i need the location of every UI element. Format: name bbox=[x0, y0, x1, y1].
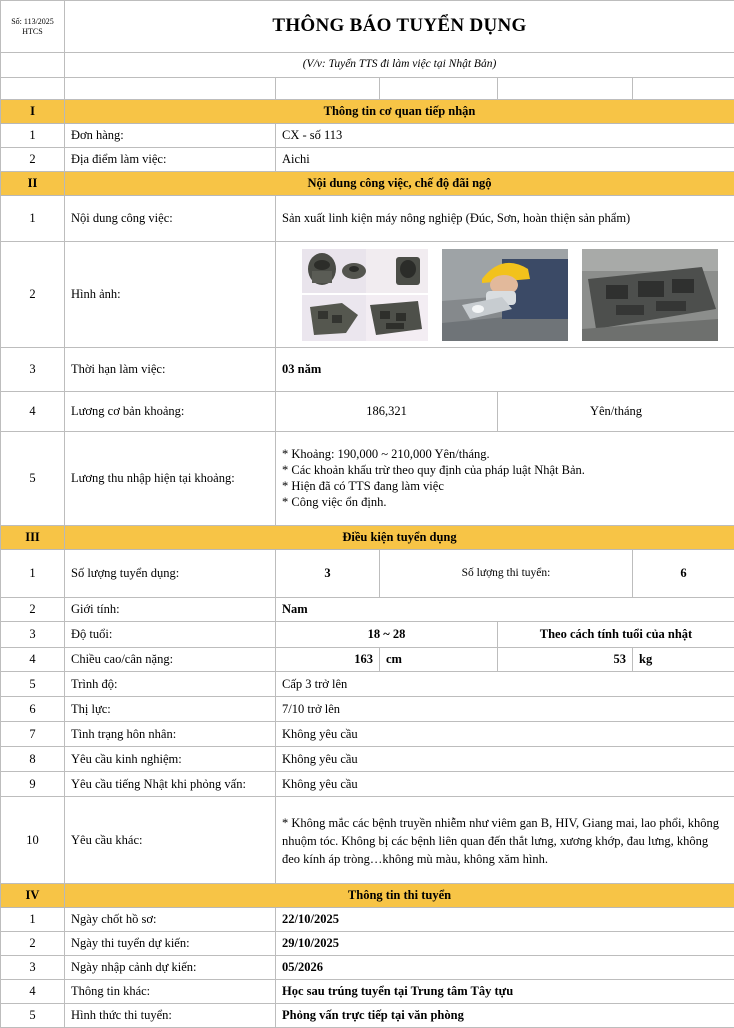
row-label: Trình độ: bbox=[65, 672, 276, 697]
row-label: Số lượng tuyển dụng: bbox=[65, 550, 276, 598]
row-value: 05/2026 bbox=[276, 956, 734, 980]
section-header-1 bbox=[1, 100, 734, 124]
row-value: Cấp 3 trở lên bbox=[276, 672, 734, 697]
salary-unit: Yên/tháng bbox=[498, 392, 734, 432]
height-unit: cm bbox=[380, 648, 498, 672]
cast-parts-photo bbox=[302, 249, 428, 341]
row-value: CX - số 113 bbox=[276, 124, 734, 148]
row-label: Độ tuổi: bbox=[65, 622, 276, 648]
row-label: Đơn hàng: bbox=[65, 124, 276, 148]
table-row: 5 Hình thức thi tuyển: Phỏng vấn trực tiếp tại văn phòng bbox=[1, 1004, 734, 1028]
table-row: 4 Thông tin khác: Học sau trúng tuyển tại Trung tâm Tây tựu bbox=[1, 980, 734, 1004]
income-note: * Công việc ổn định. bbox=[282, 495, 728, 510]
section-title: Nội dung công việc, chế độ đãi ngộ bbox=[65, 172, 734, 196]
table-row: 8 Yêu cầu kinh nghiệm: Không yêu cầu bbox=[1, 747, 734, 772]
row-label: Thời hạn làm việc: bbox=[65, 348, 276, 392]
income-note: * Hiện đã có TTS đang làm việc bbox=[282, 479, 728, 494]
section-title: Thông tin thi tuyển bbox=[65, 884, 734, 908]
row-label: Ngày thi tuyển dự kiến: bbox=[65, 932, 276, 956]
section-header-3 bbox=[1, 526, 734, 550]
section-header-4 bbox=[1, 884, 734, 908]
row-label: Ngày nhập cảnh dự kiến: bbox=[65, 956, 276, 980]
table-row: 2 Ngày thi tuyển dự kiến: 29/10/2025 bbox=[1, 932, 734, 956]
row-label: Chiều cao/cân nặng: bbox=[65, 648, 276, 672]
row-value: Học sau trúng tuyển tại Trung tâm Tây tựu bbox=[276, 980, 734, 1004]
images-row: 2 Hình ảnh: bbox=[1, 242, 734, 348]
table-row: 1 Nội dung công việc: Sản xuất linh kiện máy nông nghiệp (Đúc, Sơn, hoàn thiện sản phẩm) bbox=[1, 196, 734, 242]
table-row: 2 Giới tính: Nam bbox=[1, 598, 734, 622]
section-number: III bbox=[1, 526, 65, 550]
recruit-quantity: 3 bbox=[276, 550, 380, 598]
header-row bbox=[1, 1, 734, 53]
table-row: 1 Ngày chốt hồ sơ: 22/10/2025 bbox=[1, 908, 734, 932]
salary-value: 186,321 bbox=[276, 392, 498, 432]
row-label: Yêu cầu tiếng Nhật khi phỏng vấn: bbox=[65, 772, 276, 797]
blank-row bbox=[1, 78, 734, 100]
row-value: Không yêu cầu bbox=[276, 772, 734, 797]
row-label: Yêu cầu khác: bbox=[65, 797, 276, 884]
row-value: Không yêu cầu bbox=[276, 747, 734, 772]
exam-quantity-label: Số lượng thi tuyển: bbox=[380, 550, 633, 598]
images-cell bbox=[276, 242, 734, 348]
age-note: Theo cách tính tuổi của nhật bbox=[498, 622, 734, 648]
row-label: Ngày chốt hồ sơ: bbox=[65, 908, 276, 932]
section-header-2 bbox=[1, 172, 734, 196]
row-label: Nội dung công việc: bbox=[65, 196, 276, 242]
page-title: THÔNG BÁO TUYỂN DỤNG bbox=[65, 1, 734, 53]
doc-number: Số: 113/2025 bbox=[1, 17, 64, 27]
height-value: 163 bbox=[276, 648, 380, 672]
table-row: 10 Yêu cầu khác: * Không mắc các bệnh truyền nhiễm như viêm gan B, HIV, Giang mai, lao phổi, không nhuộm tóc. Không bị các bệnh liên quan đến thắt lưng, xương khớp, đau lưng, không đeo kính áp tròng…không mù màu, không xăm hình. bbox=[1, 797, 734, 884]
row-value: 22/10/2025 bbox=[276, 908, 734, 932]
row-value: Aichi bbox=[276, 148, 734, 172]
table-row: 1 Đơn hàng: CX - số 113 bbox=[1, 124, 734, 148]
subtitle-row bbox=[1, 53, 734, 78]
page-subtitle: (V/v: Tuyển TTS đi làm việc tại Nhật Bản) bbox=[65, 53, 734, 78]
row-label: Địa điểm làm việc: bbox=[65, 148, 276, 172]
row-value: Phỏng vấn trực tiếp tại văn phòng bbox=[276, 1004, 734, 1028]
row-label: Giới tính: bbox=[65, 598, 276, 622]
section-number: IV bbox=[1, 884, 65, 908]
row-value: Nam bbox=[276, 598, 734, 622]
table-row: 6 Thị lực: 7/10 trở lên bbox=[1, 697, 734, 722]
table-row: 3 Ngày nhập cảnh dự kiến: 05/2026 bbox=[1, 956, 734, 980]
section-title: Điều kiện tuyển dụng bbox=[65, 526, 734, 550]
section-title: Thông tin cơ quan tiếp nhận bbox=[65, 100, 734, 124]
table-row: 5 Trình độ: Cấp 3 trở lên bbox=[1, 672, 734, 697]
row-value: 7/10 trở lên bbox=[276, 697, 734, 722]
row-label: Hình ảnh: bbox=[65, 242, 276, 348]
income-notes bbox=[276, 432, 734, 526]
table-row: 5 Lương thu nhập hiện tại khoảng: * Khoảng: 190,000 ~ 210,000 Yên/tháng. * Các khoản khấu trừ theo quy định của pháp luật Nhật Bản. * Hiện đã có TTS đang làm việc * Công việc ổn định. bbox=[1, 432, 734, 526]
doc-code: HTCS bbox=[1, 27, 64, 37]
income-note: * Các khoản khấu trừ theo quy định của pháp luật Nhật Bản. bbox=[282, 463, 728, 478]
weight-value: 53 bbox=[498, 648, 633, 672]
other-requirements: * Không mắc các bệnh truyền nhiễm như viêm gan B, HIV, Giang mai, lao phổi, không nhuộm tóc. Không bị các bệnh liên quan đến thắt lưng, xương khớp, đau lưng, không đeo kính áp tròng…không mù màu, không xăm hình. bbox=[276, 797, 734, 884]
age-range: 18 ~ 28 bbox=[276, 622, 498, 648]
row-label: Thông tin khác: bbox=[65, 980, 276, 1004]
weight-unit: kg bbox=[633, 648, 734, 672]
row-value: Sản xuất linh kiện máy nông nghiệp (Đúc, Sơn, hoàn thiện sản phẩm) bbox=[276, 196, 734, 242]
row-label: Tình trạng hôn nhân: bbox=[65, 722, 276, 747]
row-label: Lương cơ bản khoảng: bbox=[65, 392, 276, 432]
section-number: I bbox=[1, 100, 65, 124]
table-row: 4 Chiều cao/cân nặng: 163 cm 53 kg bbox=[1, 648, 734, 672]
row-value: 29/10/2025 bbox=[276, 932, 734, 956]
row-value: Không yêu cầu bbox=[276, 722, 734, 747]
table-row: 1 Số lượng tuyển dụng: 3 Số lượng thi tuyển: 6 bbox=[1, 550, 734, 598]
mold-photo bbox=[582, 249, 718, 341]
table-row: 7 Tình trạng hôn nhân: Không yêu cầu bbox=[1, 722, 734, 747]
row-label: Thị lực: bbox=[65, 697, 276, 722]
table-row: 3 Thời hạn làm việc: 03 năm bbox=[1, 348, 734, 392]
table-row: 2 Địa điểm làm việc: Aichi bbox=[1, 148, 734, 172]
table-row: 3 Độ tuổi: 18 ~ 28 Theo cách tính tuổi của nhật bbox=[1, 622, 734, 648]
row-label: Hình thức thi tuyển: bbox=[65, 1004, 276, 1028]
row-label: Lương thu nhập hiện tại khoảng: bbox=[65, 432, 276, 526]
exam-quantity: 6 bbox=[633, 550, 734, 598]
table-row: 9 Yêu cầu tiếng Nhật khi phỏng vấn: Không yêu cầu bbox=[1, 772, 734, 797]
doc-number-cell bbox=[1, 1, 65, 53]
row-value: 03 năm bbox=[276, 348, 734, 392]
row-label: Yêu cầu kinh nghiệm: bbox=[65, 747, 276, 772]
table-row: 4 Lương cơ bản khoảng: 186,321 Yên/tháng bbox=[1, 392, 734, 432]
section-number: II bbox=[1, 172, 65, 196]
income-note: * Khoảng: 190,000 ~ 210,000 Yên/tháng. bbox=[282, 447, 728, 462]
worker-photo bbox=[442, 249, 568, 341]
